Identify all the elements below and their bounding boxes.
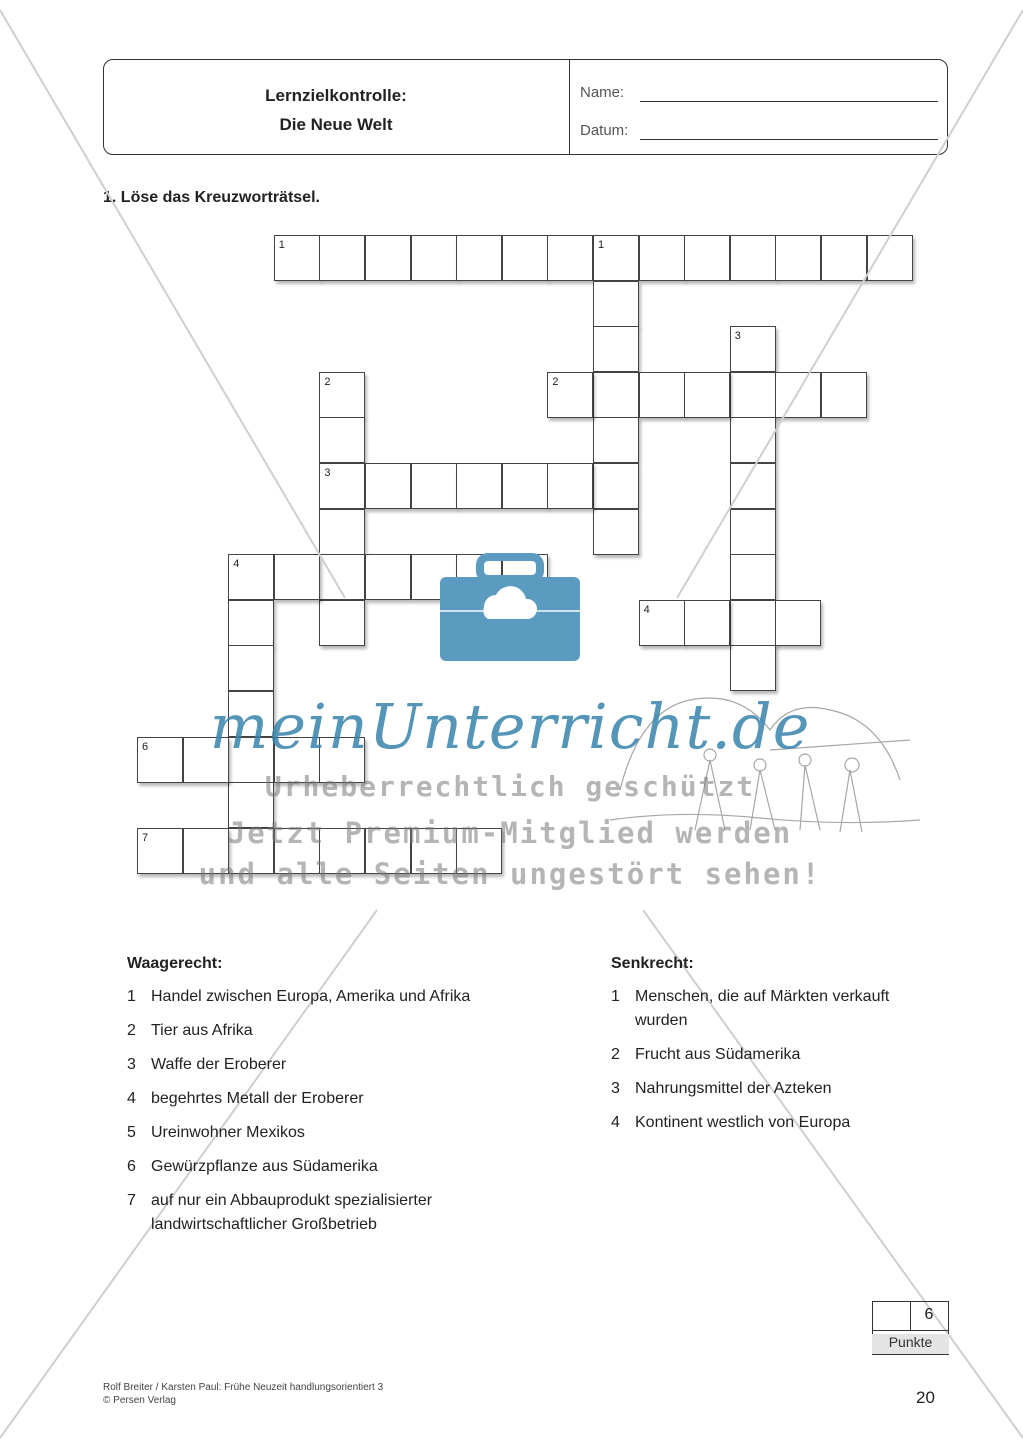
date-field[interactable]: [640, 139, 938, 140]
task-title: 1. Löse das Kreuzworträtsel.: [103, 189, 320, 206]
crossword-cell[interactable]: [775, 600, 821, 646]
name-field[interactable]: [640, 101, 938, 102]
score-divider: [872, 1330, 949, 1331]
header-divider: [569, 59, 570, 155]
crossword-cell[interactable]: [456, 554, 502, 600]
crossword-cell[interactable]: [228, 600, 274, 646]
crossword-clue-number: 2: [552, 375, 559, 388]
crossword-cell[interactable]: [274, 828, 320, 874]
watermark-brand: meinUnterricht.de: [209, 690, 811, 763]
score-max-points: 6: [924, 1306, 934, 1323]
crossword-cell[interactable]: [639, 372, 685, 418]
header-box: [103, 59, 948, 155]
crossword-clue-number: 2: [324, 375, 331, 388]
crossword-cell[interactable]: [593, 235, 639, 281]
crossword-cell[interactable]: [821, 235, 867, 281]
crossword-cell[interactable]: [137, 828, 183, 874]
crossword-cell[interactable]: [593, 281, 639, 327]
crossword-cell[interactable]: [456, 235, 502, 281]
crossword-cell[interactable]: [411, 828, 457, 874]
crossword-cell[interactable]: [183, 828, 229, 874]
crossword-cell[interactable]: [730, 554, 776, 600]
crossword-clue-number: 3: [734, 330, 741, 343]
crossword-cell[interactable]: [319, 417, 365, 463]
crossword-cell[interactable]: [365, 828, 411, 874]
watermark-premium: Jetzt Premium-Mitglied werden: [227, 816, 793, 850]
crossword-cell[interactable]: [274, 737, 320, 783]
crossword-cell[interactable]: [867, 235, 913, 281]
crossword-cell[interactable]: [365, 235, 411, 281]
crossword-cell[interactable]: [639, 600, 685, 646]
watermark-view-all: und alle Seiten ungestört sehen!: [198, 857, 822, 891]
crossword-clue-number: 1: [598, 239, 605, 251]
crossword-cell[interactable]: [456, 463, 502, 509]
watermark-copyright: Urheberrechtlich geschützt: [264, 770, 756, 803]
crossword-cell[interactable]: [228, 737, 274, 783]
crossword-cell[interactable]: [593, 372, 639, 418]
name-label: Name:: [580, 84, 625, 101]
crossword-cell[interactable]: [274, 554, 320, 600]
crossword-cell[interactable]: [730, 600, 776, 646]
worksheet-subtitle: Die Neue Welt: [279, 115, 393, 134]
date-label: Datum:: [580, 122, 629, 139]
crossword-cell[interactable]: [684, 235, 730, 281]
crossword-cell[interactable]: [319, 509, 365, 555]
crossword-cell[interactable]: [684, 600, 730, 646]
crossword-cell[interactable]: [411, 463, 457, 509]
crossword-cell[interactable]: [228, 691, 274, 737]
page-number: 20: [916, 1388, 935, 1407]
crossword-cell[interactable]: [547, 463, 593, 509]
crossword-cell[interactable]: [593, 463, 639, 509]
crossword-cell[interactable]: [730, 372, 776, 418]
crossword-cell[interactable]: [547, 235, 593, 281]
crossword-cell[interactable]: [228, 554, 274, 600]
crossword-cell[interactable]: [319, 463, 365, 509]
score-label: Punkte: [872, 1334, 949, 1354]
crossword-cell[interactable]: [593, 326, 639, 372]
crossword-clue-number: 4: [233, 558, 240, 571]
crossword-cell[interactable]: [730, 235, 776, 281]
crossword-cell[interactable]: [228, 828, 274, 874]
crossword-cell[interactable]: [821, 372, 867, 418]
crossword-cell[interactable]: [684, 372, 730, 418]
down-heading: Senkrecht:: [611, 955, 694, 972]
crossword-cell[interactable]: [730, 463, 776, 509]
crossword-cell[interactable]: [274, 235, 320, 281]
footer-credit: Rolf Breiter / Karsten Paul: Frühe Neuzeit handlungsorientiert 3: [103, 1382, 384, 1393]
crossword-cell[interactable]: [456, 828, 502, 874]
crossword-cell[interactable]: [593, 509, 639, 555]
crossword-cell[interactable]: [502, 554, 548, 600]
footer-publisher: © Persen Verlag: [103, 1395, 176, 1406]
crossword-cell[interactable]: [319, 554, 365, 600]
crossword-cell[interactable]: [365, 554, 411, 600]
crossword-clue-number: 6: [142, 740, 149, 753]
crossword-cell[interactable]: [593, 417, 639, 463]
crossword-cell[interactable]: [319, 372, 365, 418]
crossword-cell[interactable]: [730, 645, 776, 691]
crossword-cell[interactable]: [547, 372, 593, 418]
crossword-cell[interactable]: [730, 509, 776, 555]
crossword-cell[interactable]: [228, 782, 274, 828]
crossword-clue-number: 4: [643, 603, 650, 616]
across-heading: Waagerecht:: [127, 955, 223, 972]
crossword-cell[interactable]: [502, 235, 548, 281]
crossword-cell[interactable]: [411, 554, 457, 600]
crossword-clue-number: 7: [142, 831, 149, 844]
crossword-cell[interactable]: [319, 600, 365, 646]
crossword-cell[interactable]: [775, 235, 821, 281]
worksheet-title: Lernzielkontrolle:: [265, 86, 407, 105]
crossword-cell[interactable]: [319, 737, 365, 783]
crossword-cell[interactable]: [411, 235, 457, 281]
crossword-cell[interactable]: [365, 463, 411, 509]
explorers-illustration: [600, 670, 930, 840]
crossword-cell[interactable]: [730, 417, 776, 463]
crossword-cell[interactable]: [183, 737, 229, 783]
crossword-clue-number: 3: [324, 467, 331, 479]
crossword-cell[interactable]: [775, 372, 821, 418]
crossword-cell[interactable]: [319, 235, 365, 281]
crossword-clue-number: 1: [278, 239, 285, 251]
crossword-cell[interactable]: [730, 326, 776, 372]
crossword-cell[interactable]: [502, 463, 548, 509]
crossword-cell[interactable]: [137, 737, 183, 783]
crossword-cell[interactable]: [639, 235, 685, 281]
crossword-cell[interactable]: [319, 828, 365, 874]
crossword-cell[interactable]: [228, 645, 274, 691]
